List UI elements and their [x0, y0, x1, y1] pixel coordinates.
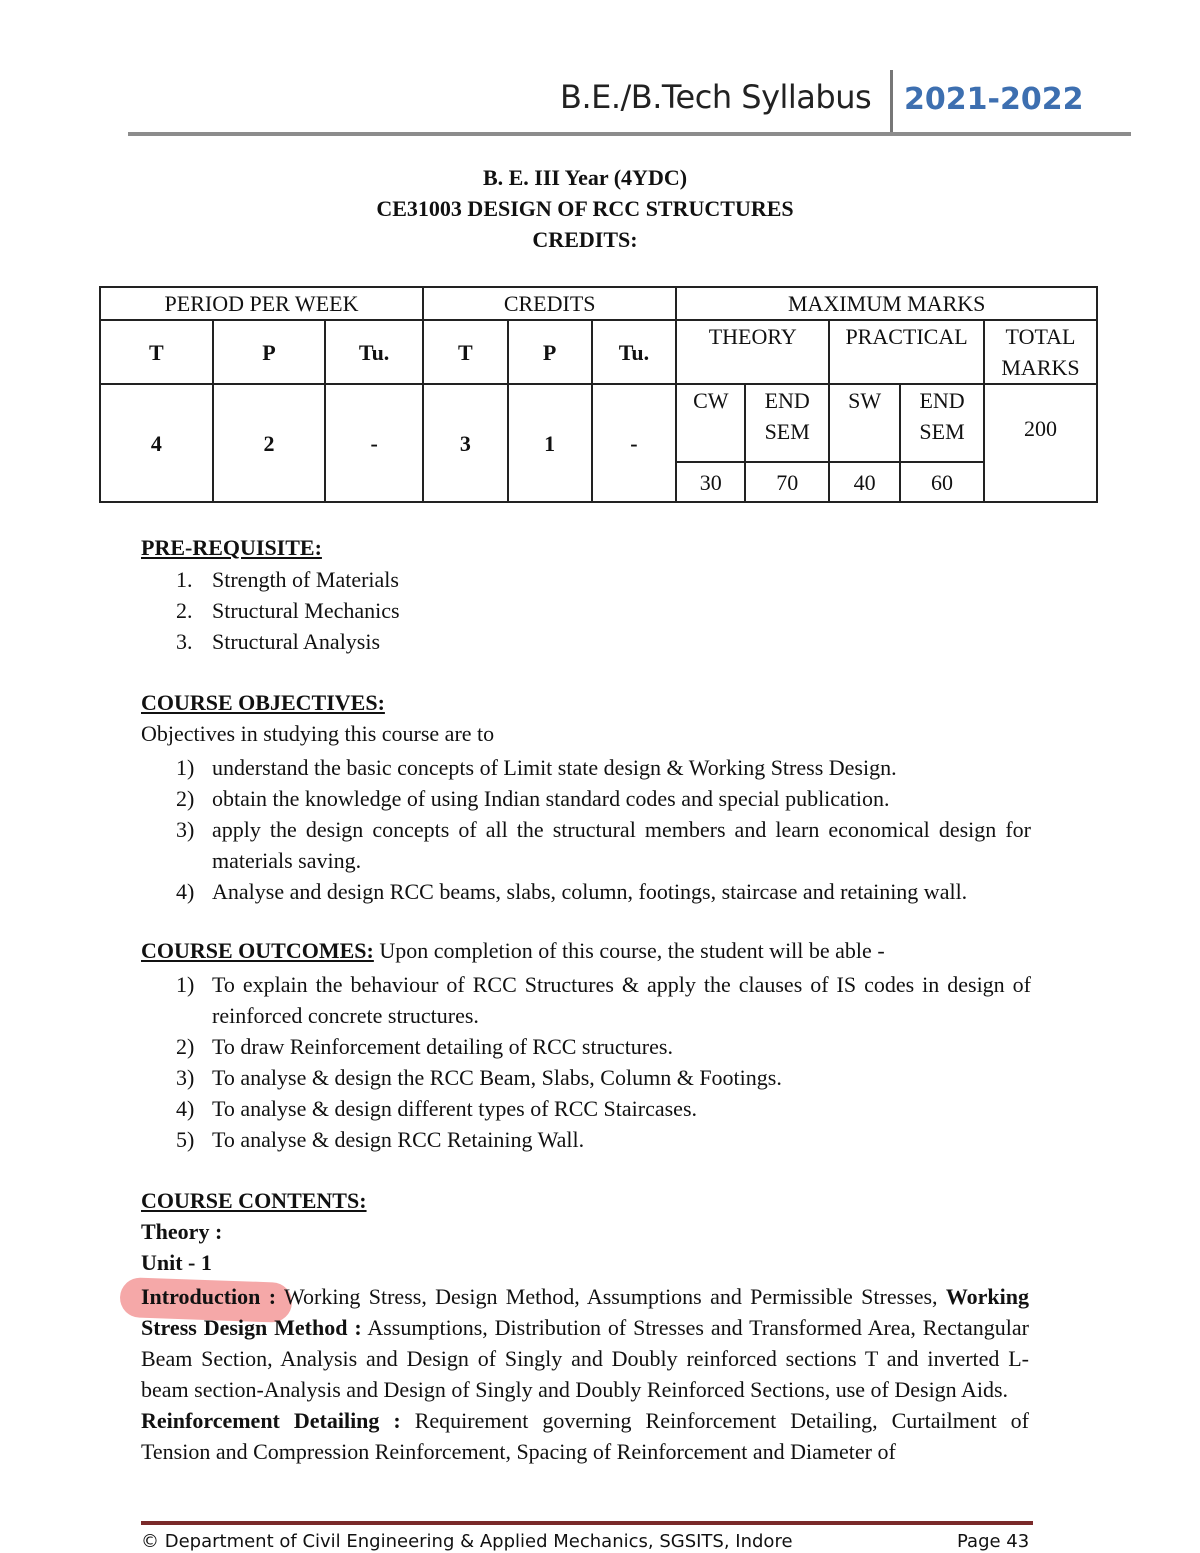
list-item: 1) understand the basic concepts of Limit state design & Working Stress Design.	[176, 755, 897, 780]
th-credit-tu: Tu.	[592, 320, 677, 384]
footer-rule	[141, 1521, 1033, 1525]
cell-total: 200	[984, 384, 1097, 502]
list-item: 2. Structural Mechanics	[176, 598, 400, 623]
list-item: 3) apply the design concepts of all the structural members and learn economical design for materials saving.	[176, 817, 1031, 873]
rd-label: Reinforcement Detailing :	[141, 1408, 401, 1433]
th-p: P	[213, 320, 326, 384]
list-item: 1. Strength of Materials	[176, 567, 399, 592]
th-theory: THEORY	[676, 320, 829, 384]
cell-credit-tu: -	[592, 384, 677, 502]
title-line-3: CREDITS:	[532, 227, 638, 252]
list-item: 4) Analyse and design RCC beams, slabs, column, footings, staircase and retaining wall.	[176, 879, 968, 904]
cell-credit-p: 1	[508, 384, 592, 502]
wsd-text: Assumptions, Distribution of Stresses and Transformed Area, Rectangular Beam Section, Analysis and Design of Singly and Doubly reinforced sections T and inverted L-beam section-Analysis and Design of Singly and Doubly Reinforced Sections, use of Design Aids.	[141, 1315, 1030, 1402]
list-item: 5) To analyse & design RCC Retaining Wall.	[176, 1127, 585, 1152]
cell-t: 4	[100, 384, 213, 502]
objectives-heading: COURSE OBJECTIVES:	[141, 690, 385, 715]
header-title: B.E./B.Tech Syllabus	[560, 78, 872, 116]
cell-credit-t: 3	[423, 384, 508, 502]
cell-p: 2	[213, 384, 326, 502]
cell-cw: 30	[676, 462, 745, 502]
course-titles	[0, 162, 1170, 255]
th-end-sem-theory: END SEM	[745, 384, 829, 462]
rd-text: Requirement governing Reinforcement Detailing, Curtailment of Tension and Compression Reinforcement, Spacing of Reinforcement and Diameter of	[141, 1408, 1029, 1464]
list-item: 2) To draw Reinforcement detailing of RCC structures.	[176, 1034, 673, 1059]
theory-label: Theory :	[141, 1219, 223, 1244]
cell-end-sem-practical: 60	[900, 462, 984, 502]
th-credits: CREDITS	[423, 287, 676, 320]
intro-label: Introduction :	[141, 1284, 277, 1309]
list-item: 3. Structural Analysis	[176, 629, 381, 654]
header-divider	[890, 70, 893, 132]
list-item: 1) To explain the behaviour of RCC Structures & apply the clauses of IS codes in design of reinforced concrete structures.	[176, 972, 1031, 1028]
cell-tu: -	[325, 384, 423, 502]
footer-page-number: Page 43	[957, 1531, 1030, 1552]
cell-end-sem-theory: 70	[745, 462, 829, 502]
header-rule	[128, 132, 1131, 136]
intro-text: Working Stress, Design Method, Assumptions and Permissible Stresses,	[276, 1284, 946, 1309]
objectives-intro: Objectives in studying this course are to	[141, 721, 495, 746]
wsd-label: Working Stress Design Method :	[141, 1284, 1029, 1340]
th-sw: SW	[829, 384, 900, 462]
scheme-table	[99, 286, 1098, 503]
th-maximum-marks: MAXIMUM MARKS	[676, 287, 1097, 320]
outcomes-list	[176, 969, 1031, 1155]
outcomes-heading: COURSE OUTCOMES:	[141, 938, 374, 963]
th-t: T	[100, 320, 213, 384]
unit1-paragraph	[141, 1281, 1029, 1467]
th-tu: Tu.	[325, 320, 423, 384]
th-period-per-week: PERIOD PER WEEK	[100, 287, 423, 320]
title-line-2: CE31003 DESIGN OF RCC STRUCTURES	[376, 196, 794, 221]
footer-department: © Department of Civil Engineering & Applied Mechanics, SGSITS, Indore	[141, 1531, 793, 1552]
th-practical: PRACTICAL	[829, 320, 984, 384]
th-credit-p: P	[508, 320, 592, 384]
th-cw: CW	[676, 384, 745, 462]
objectives-list	[176, 752, 1031, 907]
header-year: 2021-2022	[904, 82, 1084, 117]
prereq-list	[176, 564, 776, 657]
list-item: 3) To analyse & design the RCC Beam, Slabs, Column & Footings.	[176, 1065, 782, 1090]
unit-label: Unit - 1	[141, 1250, 212, 1275]
list-item: 2) obtain the knowledge of using Indian standard codes and special publication.	[176, 786, 890, 811]
cell-sw: 40	[829, 462, 900, 502]
contents-heading: COURSE CONTENTS:	[141, 1188, 367, 1213]
th-end-sem-practical: END SEM	[900, 384, 984, 462]
th-total-marks: TOTAL MARKS	[984, 320, 1097, 384]
list-item: 4) To analyse & design different types of RCC Staircases.	[176, 1096, 698, 1121]
outcomes-line	[141, 938, 885, 964]
title-line-1: B. E. III Year (4YDC)	[482, 165, 688, 190]
th-credit-t: T	[423, 320, 508, 384]
prereq-heading: PRE-REQUISITE:	[141, 535, 322, 560]
outcomes-intro: Upon completion of this course, the student will be able -	[373, 938, 885, 963]
